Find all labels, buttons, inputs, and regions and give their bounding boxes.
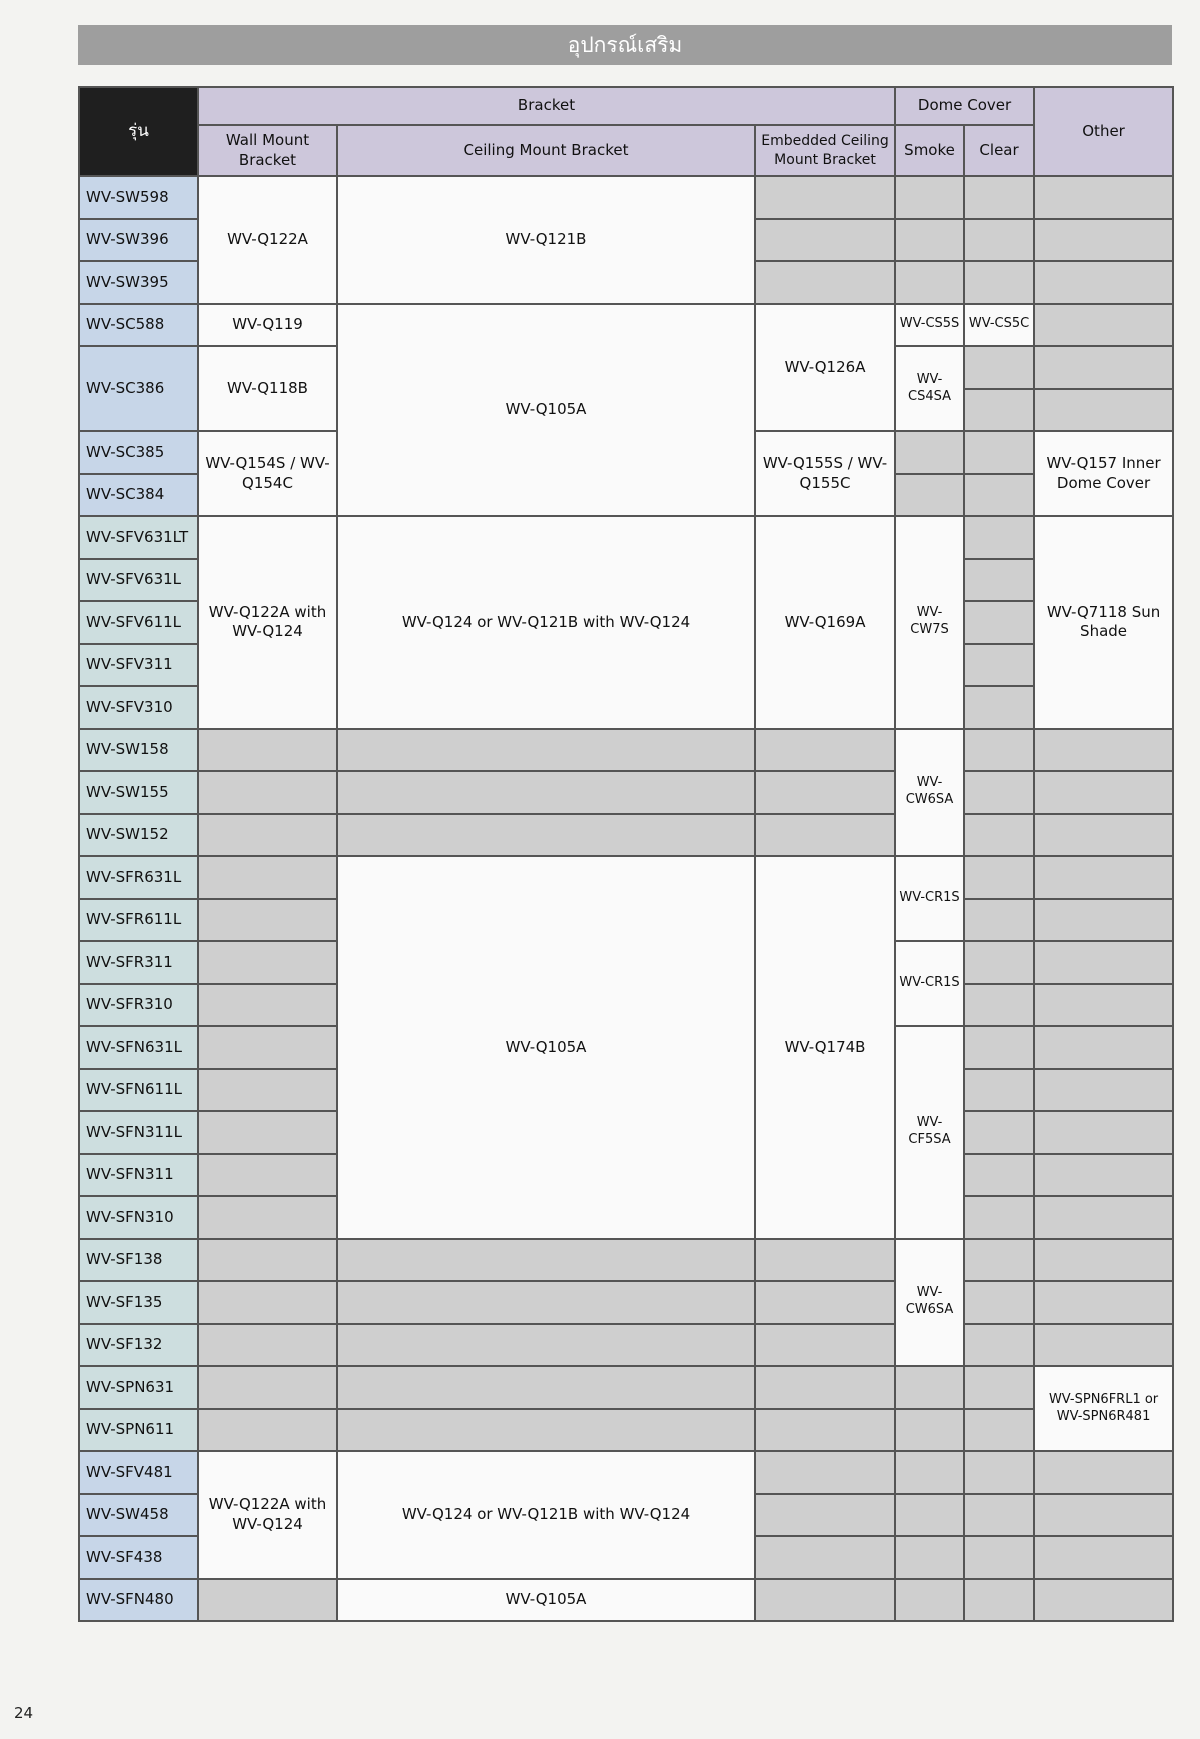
empty-cell (1034, 389, 1173, 432)
empty-cell (1034, 899, 1173, 942)
empty-cell (964, 814, 1034, 857)
cell-smoke-cover: WV-CF5SA (895, 1026, 964, 1239)
empty-cell (198, 1324, 337, 1367)
empty-cell (198, 729, 337, 772)
empty-cell (895, 474, 964, 517)
empty-cell (964, 1409, 1034, 1452)
empty-cell (198, 1196, 337, 1239)
empty-cell (755, 219, 895, 262)
empty-cell (1034, 729, 1173, 772)
empty-cell (755, 1366, 895, 1409)
empty-cell (198, 1239, 337, 1282)
empty-cell (964, 941, 1034, 984)
empty-cell (1034, 346, 1173, 389)
empty-cell (198, 1366, 337, 1409)
model-cell: WV-SFV311 (79, 644, 198, 687)
empty-cell (337, 1281, 755, 1324)
header-dome-cover: Dome Cover (895, 87, 1034, 125)
empty-cell (337, 729, 755, 772)
model-cell: WV-SFV631L (79, 559, 198, 602)
empty-cell (895, 261, 964, 304)
cell-other: WV-SPN6FRL1 or WV-SPN6R481 (1034, 1366, 1173, 1451)
cell-other: WV-Q157 Inner Dome Cover (1034, 431, 1173, 516)
cell-embedded-ceiling: WV-Q169A (755, 516, 895, 729)
accessory-table (78, 86, 1174, 1622)
empty-cell (198, 771, 337, 814)
empty-cell (895, 431, 964, 474)
empty-cell (755, 729, 895, 772)
empty-cell (337, 771, 755, 814)
empty-cell (198, 1154, 337, 1197)
empty-cell (198, 941, 337, 984)
model-cell: WV-SPN611 (79, 1409, 198, 1452)
model-cell: WV-SFN311L (79, 1111, 198, 1154)
empty-cell (964, 644, 1034, 687)
empty-cell (755, 1239, 895, 1282)
header-model: รุ่น (79, 87, 198, 176)
empty-cell (964, 219, 1034, 262)
empty-cell (964, 601, 1034, 644)
empty-cell (895, 1536, 964, 1579)
model-cell: WV-SFN631L (79, 1026, 198, 1069)
model-cell: WV-SW158 (79, 729, 198, 772)
empty-cell (964, 1026, 1034, 1069)
empty-cell (964, 729, 1034, 772)
cell-ceiling-mount: WV-Q105A (337, 856, 755, 1239)
empty-cell (1034, 304, 1173, 347)
empty-cell (198, 984, 337, 1027)
empty-cell (964, 686, 1034, 729)
empty-cell (1034, 856, 1173, 899)
empty-cell (964, 856, 1034, 899)
page-number: 24 (14, 1704, 34, 1722)
header-smoke: Smoke (895, 125, 964, 176)
empty-cell (1034, 1069, 1173, 1112)
empty-cell (755, 1494, 895, 1537)
model-cell: WV-SW155 (79, 771, 198, 814)
model-cell: WV-SFN480 (79, 1579, 198, 1622)
cell-smoke-cover: WV-CS5S (895, 304, 964, 347)
empty-cell (198, 1579, 337, 1622)
empty-cell (337, 1409, 755, 1452)
cell-clear-cover: WV-CS5C (964, 304, 1034, 347)
cell-ceiling-mount: WV-Q121B (337, 176, 755, 304)
model-cell: WV-SFN310 (79, 1196, 198, 1239)
model-cell: WV-SW152 (79, 814, 198, 857)
empty-cell (964, 984, 1034, 1027)
empty-cell (198, 814, 337, 857)
empty-cell (964, 1494, 1034, 1537)
cell-wall-mount: WV-Q122A (198, 176, 337, 304)
empty-cell (895, 1366, 964, 1409)
empty-cell (964, 899, 1034, 942)
model-cell: WV-SC386 (79, 346, 198, 431)
cell-wall-mount: WV-Q122A with WV-Q124 (198, 1451, 337, 1579)
empty-cell (337, 1366, 755, 1409)
empty-cell (964, 1069, 1034, 1112)
empty-cell (198, 1281, 337, 1324)
cell-wall-mount: WV-Q118B (198, 346, 337, 431)
empty-cell (1034, 261, 1173, 304)
cell-other: WV-Q7118 Sun Shade (1034, 516, 1173, 729)
empty-cell (337, 1324, 755, 1367)
empty-cell (1034, 176, 1173, 219)
empty-cell (198, 899, 337, 942)
empty-cell (755, 261, 895, 304)
model-cell: WV-SFR311 (79, 941, 198, 984)
cell-smoke-cover: WV-CS4SA (895, 346, 964, 431)
model-cell: WV-SFV611L (79, 601, 198, 644)
empty-cell (895, 1451, 964, 1494)
empty-cell (964, 1111, 1034, 1154)
empty-cell (1034, 814, 1173, 857)
cell-ceiling-mount: WV-Q105A (337, 304, 755, 517)
cell-smoke-cover: WV-CR1S (895, 941, 964, 1026)
header-wall-mount: Wall Mount Bracket (198, 125, 337, 176)
empty-cell (964, 559, 1034, 602)
empty-cell (964, 1239, 1034, 1282)
cell-smoke-cover: WV-CW7S (895, 516, 964, 729)
empty-cell (198, 1111, 337, 1154)
empty-cell (895, 176, 964, 219)
cell-ceiling-mount: WV-Q105A (337, 1579, 755, 1622)
empty-cell (895, 1579, 964, 1622)
empty-cell (964, 1579, 1034, 1622)
cell-wall-mount: WV-Q154S / WV-Q154C (198, 431, 337, 516)
empty-cell (1034, 1239, 1173, 1282)
empty-cell (198, 1409, 337, 1452)
model-cell: WV-SPN631 (79, 1366, 198, 1409)
empty-cell (964, 474, 1034, 517)
cell-ceiling-mount: WV-Q124 or WV-Q121B with WV-Q124 (337, 1451, 755, 1579)
empty-cell (755, 1324, 895, 1367)
cell-ceiling-mount: WV-Q124 or WV-Q121B with WV-Q124 (337, 516, 755, 729)
empty-cell (964, 1154, 1034, 1197)
model-cell: WV-SC384 (79, 474, 198, 517)
empty-cell (337, 814, 755, 857)
cell-smoke-cover: WV-CW6SA (895, 1239, 964, 1367)
empty-cell (1034, 984, 1173, 1027)
empty-cell (755, 771, 895, 814)
empty-cell (1034, 771, 1173, 814)
model-cell: WV-SC385 (79, 431, 198, 474)
empty-cell (964, 346, 1034, 389)
header-clear: Clear (964, 125, 1034, 176)
header-other: Other (1034, 87, 1173, 176)
empty-cell (1034, 1281, 1173, 1324)
empty-cell (1034, 1324, 1173, 1367)
empty-cell (895, 219, 964, 262)
empty-cell (1034, 1494, 1173, 1537)
page-title: อุปกรณ์เสริม (78, 25, 1172, 65)
model-cell: WV-SFR310 (79, 984, 198, 1027)
empty-cell (964, 516, 1034, 559)
empty-cell (1034, 1026, 1173, 1069)
empty-cell (198, 1069, 337, 1112)
model-cell: WV-SF135 (79, 1281, 198, 1324)
model-cell: WV-SFV310 (79, 686, 198, 729)
model-cell: WV-SFN611L (79, 1069, 198, 1112)
cell-embedded-ceiling: WV-Q126A (755, 304, 895, 432)
empty-cell (964, 1366, 1034, 1409)
empty-cell (964, 1324, 1034, 1367)
cell-wall-mount: WV-Q122A with WV-Q124 (198, 516, 337, 729)
empty-cell (964, 261, 1034, 304)
model-cell: WV-SF438 (79, 1536, 198, 1579)
model-cell: WV-SW395 (79, 261, 198, 304)
empty-cell (895, 1409, 964, 1452)
cell-smoke-cover: WV-CW6SA (895, 729, 964, 857)
empty-cell (337, 1239, 755, 1282)
cell-smoke-cover: WV-CR1S (895, 856, 964, 941)
model-cell: WV-SFV631LT (79, 516, 198, 559)
empty-cell (755, 1409, 895, 1452)
empty-cell (1034, 1579, 1173, 1622)
empty-cell (1034, 219, 1173, 262)
header-ceiling-mount: Ceiling Mount Bracket (337, 125, 755, 176)
cell-embedded-ceiling: WV-Q155S / WV-Q155C (755, 431, 895, 516)
empty-cell (1034, 941, 1173, 984)
empty-cell (755, 1281, 895, 1324)
model-cell: WV-SF138 (79, 1239, 198, 1282)
model-cell: WV-SFV481 (79, 1451, 198, 1494)
empty-cell (755, 1579, 895, 1622)
empty-cell (895, 1494, 964, 1537)
empty-cell (755, 814, 895, 857)
header-embedded-ceiling: Embedded Ceiling Mount Bracket (755, 125, 895, 176)
empty-cell (964, 771, 1034, 814)
empty-cell (1034, 1451, 1173, 1494)
empty-cell (964, 389, 1034, 432)
cell-wall-mount: WV-Q119 (198, 304, 337, 347)
model-cell: WV-SFR631L (79, 856, 198, 899)
model-cell: WV-SW458 (79, 1494, 198, 1537)
empty-cell (198, 856, 337, 899)
empty-cell (964, 1536, 1034, 1579)
empty-cell (964, 176, 1034, 219)
header-bracket: Bracket (198, 87, 895, 125)
empty-cell (964, 1281, 1034, 1324)
empty-cell (755, 1536, 895, 1579)
model-cell: WV-SFR611L (79, 899, 198, 942)
cell-embedded-ceiling: WV-Q174B (755, 856, 895, 1239)
empty-cell (755, 176, 895, 219)
model-cell: WV-SFN311 (79, 1154, 198, 1197)
empty-cell (1034, 1196, 1173, 1239)
empty-cell (755, 1451, 895, 1494)
empty-cell (1034, 1111, 1173, 1154)
model-cell: WV-SW598 (79, 176, 198, 219)
empty-cell (964, 1196, 1034, 1239)
empty-cell (1034, 1536, 1173, 1579)
model-cell: WV-SC588 (79, 304, 198, 347)
empty-cell (964, 431, 1034, 474)
empty-cell (964, 1451, 1034, 1494)
model-cell: WV-SF132 (79, 1324, 198, 1367)
empty-cell (1034, 1154, 1173, 1197)
empty-cell (198, 1026, 337, 1069)
model-cell: WV-SW396 (79, 219, 198, 262)
